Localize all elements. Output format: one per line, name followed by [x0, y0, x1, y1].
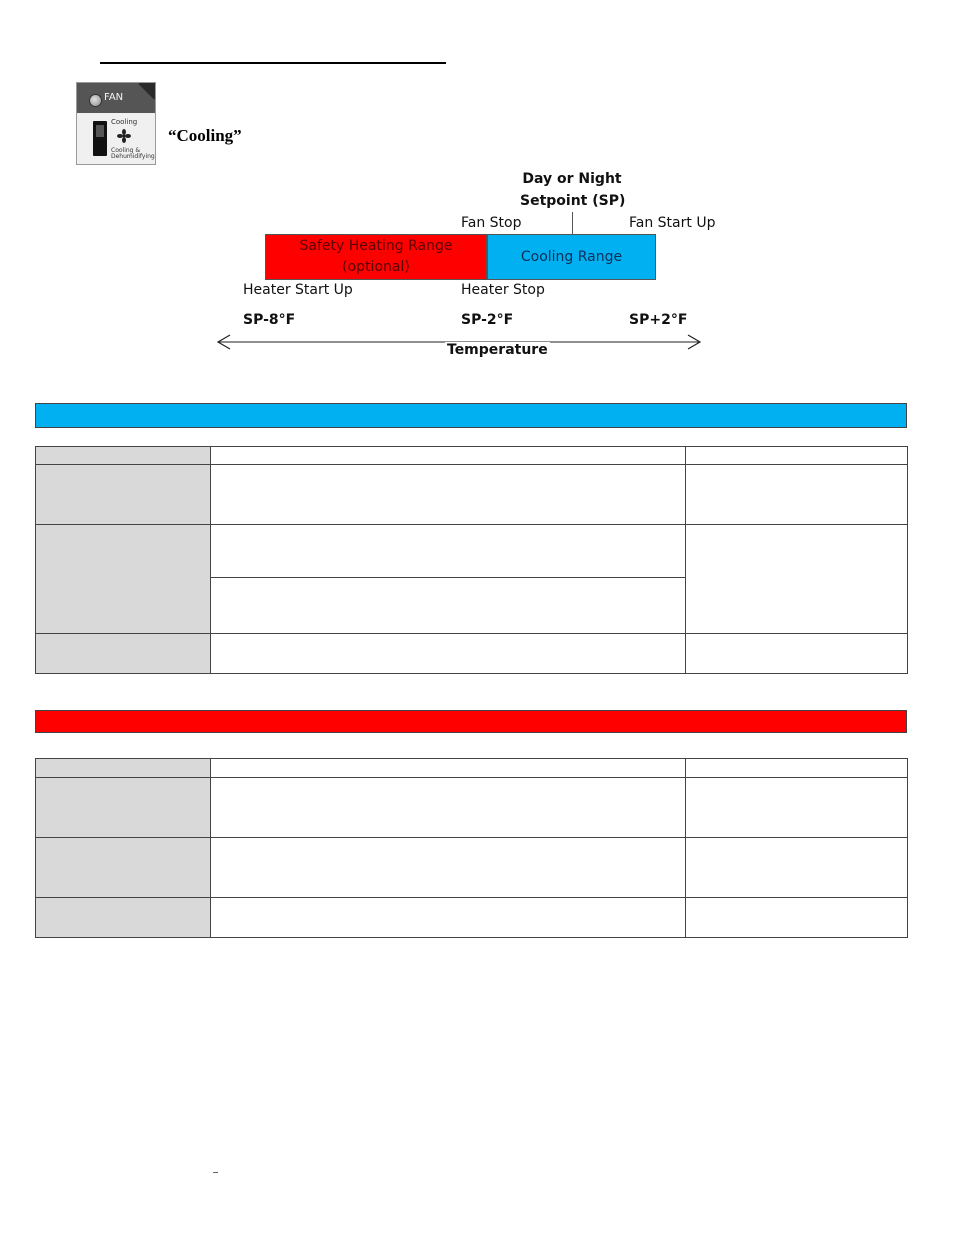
table-cell: [36, 898, 211, 938]
mode-switch-icon: [93, 121, 107, 156]
heater-stop-label: Heater Stop: [461, 282, 545, 298]
table-cell: [686, 838, 908, 898]
table-row: [36, 634, 908, 674]
table-row: [36, 525, 908, 578]
cooling-switch-label: Cooling: [111, 118, 138, 126]
fan-label: FAN: [104, 92, 124, 103]
setpoint-line1: Day or Night: [522, 171, 622, 187]
table-cell: [36, 838, 211, 898]
table-cell: [211, 838, 686, 898]
cooling-range-bar: [487, 234, 656, 280]
table-cell: [686, 447, 908, 465]
fan-stop-label: Fan Stop: [461, 215, 522, 231]
setpoint-label: [520, 168, 624, 212]
table-row: [36, 447, 908, 465]
cooling-dehumid-line2: Dehumidifying: [111, 153, 155, 160]
table-cell: [36, 447, 211, 465]
table-cell: [36, 778, 211, 838]
table-cell: [211, 525, 686, 578]
cooling-section-banner: [35, 403, 907, 428]
cooling-table: [35, 446, 908, 674]
table-cell: [686, 634, 908, 674]
heating-section-banner: [35, 710, 907, 733]
table-row: [36, 838, 908, 898]
table-cell: [36, 465, 211, 525]
table-row: [36, 778, 908, 838]
table-cell: [211, 898, 686, 938]
footer-mark: [213, 1172, 218, 1173]
safety-line2: (optional): [342, 259, 410, 275]
heater-start-up-label: Heater Start Up: [243, 282, 353, 298]
temperature-label: Temperature: [447, 342, 548, 358]
section-title: “Cooling”: [168, 126, 242, 145]
sp-minus-8-label: SP-8°F: [243, 312, 296, 328]
table-cell: [211, 778, 686, 838]
fan-icon: [117, 129, 131, 143]
fan-panel-image: [76, 82, 156, 165]
setpoint-line2: Setpoint (SP): [520, 193, 626, 209]
cooling-dehumid-line1: Cooling &: [111, 147, 141, 154]
cooling-range-label: Cooling Range: [520, 249, 623, 265]
setpoint-marker: [572, 212, 573, 234]
table-cell: [686, 778, 908, 838]
title-underline: [100, 62, 446, 64]
fan-led-icon: [89, 94, 102, 107]
table-cell: [211, 759, 686, 778]
table-cell: [36, 525, 211, 634]
table-cell: [686, 759, 908, 778]
table-cell: [686, 465, 908, 525]
fan-start-up-label: Fan Start Up: [629, 215, 716, 231]
table-cell: [211, 447, 686, 465]
sp-minus-2-label: SP-2°F: [461, 312, 514, 328]
sp-plus-2-label: SP+2°F: [629, 312, 688, 328]
table-cell: [211, 634, 686, 674]
table-row: [36, 759, 908, 778]
table-cell: [686, 898, 908, 938]
table-cell: [686, 525, 908, 634]
table-cell: [211, 465, 686, 525]
table-cell: [36, 759, 211, 778]
table-row: [36, 465, 908, 525]
table-cell: [211, 578, 686, 634]
cooling-dehumidifying-label: [111, 148, 155, 160]
heating-table: [35, 758, 908, 938]
table-row: [36, 898, 908, 938]
table-cell: [36, 634, 211, 674]
safety-heating-range-bar: [265, 234, 487, 280]
safety-line1: Safety Heating Range: [299, 238, 453, 254]
